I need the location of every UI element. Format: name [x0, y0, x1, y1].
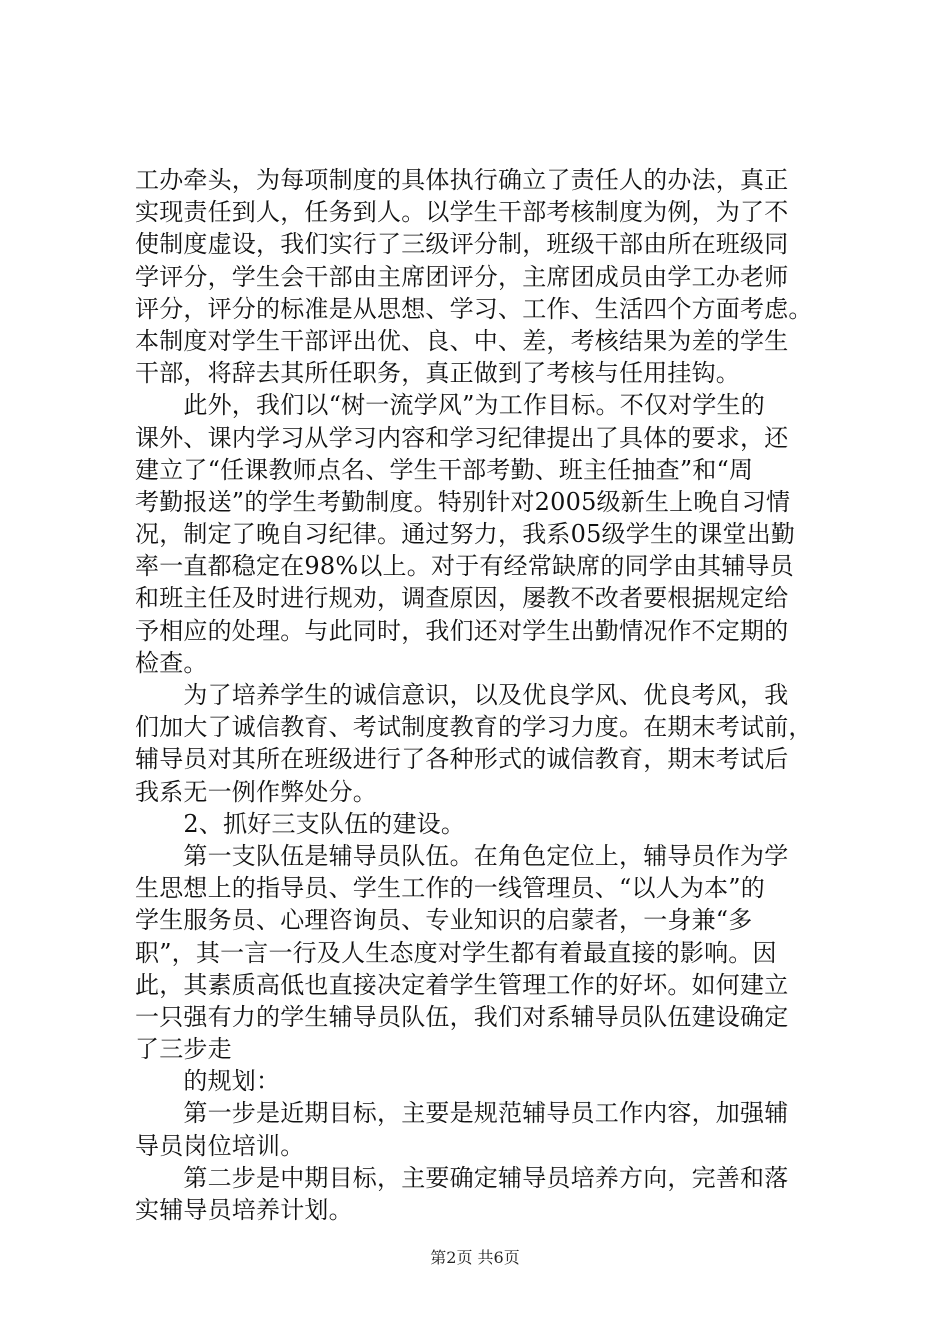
text-line: 课外、课内学习从学习内容和学习纪律提出了具体的要求，还: [135, 423, 789, 452]
text-line: 我系无一例作弊处分。: [135, 777, 377, 806]
text-line: 况，制定了晚自习纪律。通过努力，我系05级学生的课堂出勤: [135, 520, 796, 549]
text-line: 2、抓好三支队伍的建设。: [135, 809, 466, 838]
text-line: 为了培养学生的诚信意识，以及优良学风、优良考风，我: [135, 681, 789, 709]
text-line: 一只强有力的学生辅导员队伍，我们对系辅导员队伍建设确定: [135, 1002, 789, 1031]
text-line: 考勤报送”的学生考勤制度。特别针对2005级新生上晚自习情: [135, 487, 791, 516]
text-line: 予相应的处理。与此同时，我们还对学生出勤情况作不定期的: [135, 616, 789, 645]
text-line: 此，其素质高低也直接决定着学生管理工作的好坏。如何建立: [135, 970, 789, 999]
text-line: 导员岗位培训。: [135, 1131, 305, 1160]
text-line: 学评分，学生会干部由主席团评分，主席团成员由学工办老师: [135, 262, 789, 291]
text-line: 生思想上的指导员、学生工作的一线管理员、“以人为本”的: [135, 874, 765, 903]
text-line: 评分，评分的标准是从思想、学习、工作、生活四个方面考虑。: [135, 294, 813, 323]
page-footer: [0, 1245, 950, 1268]
text-line: 干部，将辞去其所任职务，真正做到了考核与任用挂钩。: [135, 359, 740, 388]
text-line: 检查。: [135, 648, 208, 677]
text-line: 实辅导员培养计划。: [135, 1196, 353, 1224]
text-line: 第一步是近期目标，主要是规范辅导员工作内容，加强辅: [135, 1099, 789, 1128]
text-line: 第一支队伍是辅导员队伍。在角色定位上，辅导员作为学: [135, 841, 789, 870]
text-line: 学生服务员、心理咨询员、专业知识的启蒙者，一身兼“多: [135, 906, 753, 935]
text-line: 辅导员对其所在班级进行了各种形式的诚信教育，期末考试后: [135, 745, 789, 774]
text-line: 本制度对学生干部评出优、良、中、差，考核结果为差的学生: [135, 326, 789, 355]
text-line: 工办牵头，为每项制度的具体执行确立了责任人的办法，真正: [135, 166, 789, 194]
text-line: 和班主任及时进行规劝，调查原因，屡教不改者要根据规定给: [135, 584, 789, 613]
text-line: 了三步走: [135, 1035, 232, 1064]
page-number-label: 第2页 共6页: [430, 1248, 520, 1267]
text-line: 此外，我们以“树一流学风”为工作目标。不仅对学生的: [135, 391, 765, 420]
text-line: 建立了“任课教师点名、学生干部考勤、班主任抽查”和“周: [135, 455, 754, 484]
text-line: 职”，其一言一行及人生态度对学生都有着最直接的影响。因: [135, 938, 777, 967]
text-line: 们加大了诚信教育、考试制度教育的学习力度。在期末考试前，: [135, 713, 813, 742]
body-text: [135, 164, 835, 1226]
text-line: 使制度虚设，我们实行了三级评分制，班级干部由所在班级同: [135, 230, 789, 259]
text-line: 第二步是中期目标，主要确定辅导员培养方向，完善和落: [135, 1163, 789, 1192]
text-line: 的规划：: [135, 1067, 281, 1096]
text-line: 实现责任到人，任务到人。以学生干部考核制度为例，为了不: [135, 198, 789, 227]
text-line: 率一直都稳定在98%以上。对于有经常缺席的同学由其辅导员: [135, 552, 794, 581]
